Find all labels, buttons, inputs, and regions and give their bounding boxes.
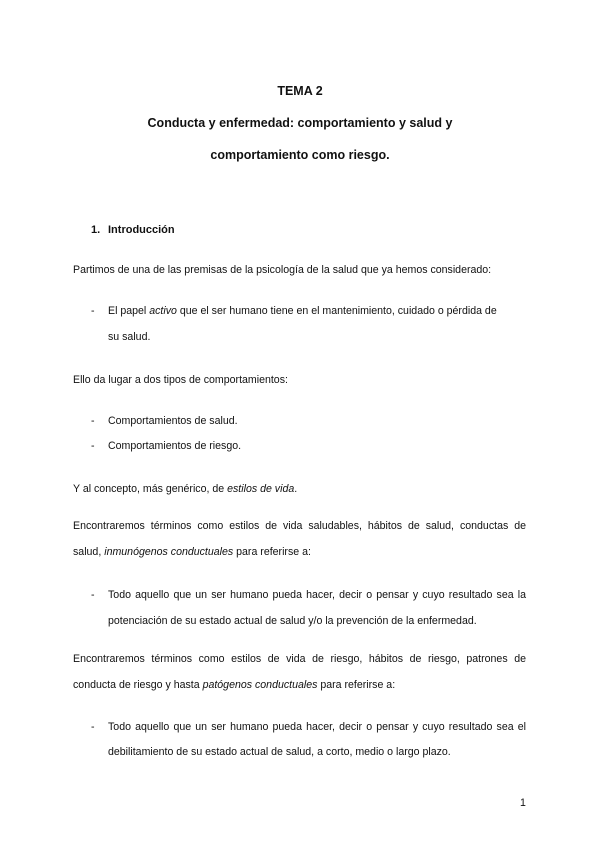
paragraph-4-line2: salud, inmunógenos conductuales para referirse a: bbox=[73, 546, 311, 558]
bullet-1-line2: su salud. bbox=[108, 331, 151, 343]
document-title: TEMA 2 bbox=[277, 84, 323, 98]
bullet-dash: - bbox=[91, 305, 95, 317]
bullet-3: Comportamientos de riesgo. bbox=[108, 440, 242, 452]
bullet-dash: - bbox=[91, 721, 95, 733]
document-subtitle-line2: comportamiento como riesgo. bbox=[210, 148, 390, 162]
bullet-dash: - bbox=[91, 440, 95, 452]
paragraph-5-line1: Encontraremos términos como estilos de vida de riesgo, hábitos de riesgo, patrones de bbox=[73, 653, 526, 665]
paragraph-5-line2: conducta de riesgo y hasta patógenos conductuales para referirse a: bbox=[73, 679, 396, 691]
bullet-5-line2: debilitamiento de su estado actual de salud, a corto, medio o largo plazo. bbox=[108, 746, 451, 758]
paragraph-3: Y al concepto, más genérico, de estilos de vida. bbox=[73, 483, 298, 495]
bullet-dash: - bbox=[91, 589, 95, 601]
paragraph-2: Ello da lugar a dos tipos de comportamientos: bbox=[73, 374, 288, 386]
bullet-5-line1: Todo aquello que un ser humano pueda hacer, decir o pensar y cuyo resultado sea el bbox=[108, 721, 526, 733]
document-subtitle-line1: Conducta y enfermedad: comportamiento y salud y bbox=[147, 116, 453, 130]
bullet-2: Comportamientos de salud. bbox=[108, 415, 238, 427]
section-title: Introducción bbox=[108, 224, 175, 236]
bullet-4-line1: Todo aquello que un ser humano pueda hacer, decir o pensar y cuyo resultado sea la bbox=[108, 589, 526, 601]
paragraph-4-line1: Encontraremos términos como estilos de vida saludables, hábitos de salud, conductas de bbox=[73, 520, 526, 532]
page-number: 1 bbox=[520, 797, 526, 809]
bullet-dash: - bbox=[91, 415, 95, 427]
bullet-1-line1: El papel activo que el ser humano tiene en el mantenimiento, cuidado o pérdida de bbox=[108, 305, 497, 317]
section-number: 1. bbox=[91, 224, 101, 236]
paragraph-1: Partimos de una de las premisas de la psicología de la salud que ya hemos considerado: bbox=[73, 264, 492, 276]
bullet-4-line2: potenciación de su estado actual de salud y/o la prevención de la enfermedad. bbox=[108, 615, 477, 627]
